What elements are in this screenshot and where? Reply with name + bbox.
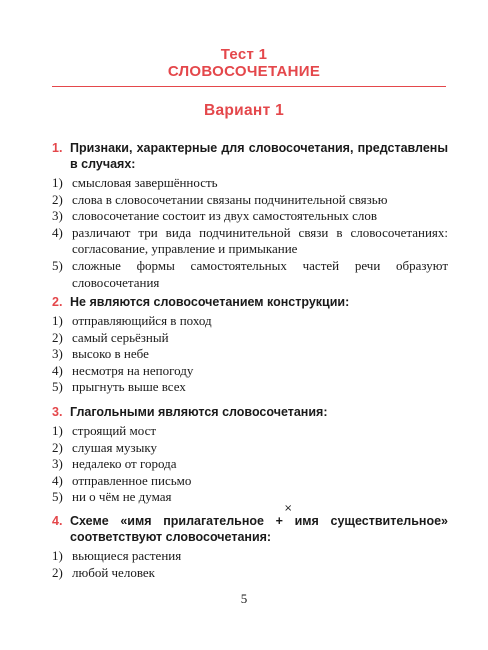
answer-option (52, 330, 448, 347)
question-text: Не являются словосочетанием конструкции: (70, 295, 350, 309)
option-number: 2) (52, 191, 63, 207)
answer-option (52, 208, 448, 225)
option-text: отправленное письмо (72, 472, 192, 488)
option-number: 1) (52, 175, 63, 190)
option-number: 5) (52, 379, 63, 395)
question-1 (52, 140, 448, 291)
question-3 (52, 404, 448, 506)
option-number: 2) (52, 564, 63, 580)
option-number: 4) (52, 472, 63, 488)
title-divider (52, 86, 446, 87)
option-text: словосочетание состоит из двух самостоятельных слов (72, 208, 378, 224)
question-text: Глагольными являются словосочетания: (70, 405, 328, 419)
option-text: самый серьёзный (72, 329, 169, 345)
question-number: 4. (52, 514, 63, 528)
option-number: 1) (52, 313, 63, 328)
answer-options (52, 548, 448, 581)
option-text: несмотря на непогоду (72, 362, 194, 378)
option-number: 2) (52, 439, 63, 455)
answer-option (52, 548, 448, 565)
answer-option (52, 258, 448, 291)
question-text: Признаки, характерные для словосочетания, представлены в случаях: (70, 141, 448, 171)
option-number: 4) (52, 224, 63, 240)
option-number: 3) (52, 208, 63, 224)
answer-option (52, 489, 448, 506)
question-number: 3. (52, 405, 63, 419)
variant-heading: Вариант 1 (203, 102, 284, 119)
answer-option (52, 473, 448, 490)
question-header (52, 140, 448, 172)
option-number: 1) (52, 423, 63, 438)
option-text: строящий мост (72, 423, 157, 438)
option-text: слова в словосочетании связаны подчинительной связью (72, 191, 388, 207)
test-number-heading: Тест 1 (220, 46, 268, 63)
answer-options (52, 313, 448, 396)
option-text: вьющиеся растения (72, 548, 182, 563)
answer-option (52, 363, 448, 380)
answer-option (52, 565, 448, 582)
answer-option (52, 456, 448, 473)
answer-option (52, 192, 448, 209)
answer-options (52, 423, 448, 506)
option-text: отправляющийся в поход (72, 313, 212, 328)
question-header (52, 513, 448, 545)
option-number: 5) (52, 489, 63, 505)
page-number: 5 (240, 591, 248, 606)
stress-mark: × (284, 503, 293, 514)
option-number: 2) (52, 329, 63, 345)
option-text: слушая музыку (72, 439, 157, 455)
option-text: различают три вида подчинительной связи в словосочетаниях: согласование, управление и примыкание (72, 224, 448, 257)
option-number: 3) (52, 346, 63, 362)
test-title (0, 46, 488, 80)
option-text: прыгнуть выше всех (72, 379, 186, 395)
question-header (52, 294, 448, 310)
question-number: 1. (52, 141, 63, 155)
answer-option (52, 313, 448, 330)
question-number: 2. (52, 295, 63, 309)
topic-heading: СЛОВОСОЧЕТАНИЕ (167, 63, 321, 80)
option-number: 1) (52, 548, 63, 563)
question-2 (52, 294, 448, 396)
option-text: любой человек (72, 564, 155, 580)
answer-option (52, 346, 448, 363)
option-text: недалеко от города (72, 456, 177, 472)
option-number: 4) (52, 362, 63, 378)
option-text: сложные формы самостоятельных частей речи образуют словосочетания (72, 257, 448, 290)
question-header (52, 404, 448, 420)
answer-options (52, 175, 448, 291)
option-text: ни о чём не думая (72, 489, 172, 505)
option-number: 3) (52, 456, 63, 472)
option-text: высоко в небе (72, 346, 149, 362)
answer-option (52, 225, 448, 258)
answer-option (52, 423, 448, 440)
question-4 (52, 513, 448, 581)
answer-option (52, 379, 448, 396)
option-number: 5) (52, 257, 63, 273)
question-text: Схеме «имя прилагательное + имя существительное» соответствуют словосочетания: (70, 514, 448, 544)
answer-option (52, 440, 448, 457)
option-text: смысловая завершённость (72, 175, 218, 190)
answer-option (52, 175, 448, 192)
